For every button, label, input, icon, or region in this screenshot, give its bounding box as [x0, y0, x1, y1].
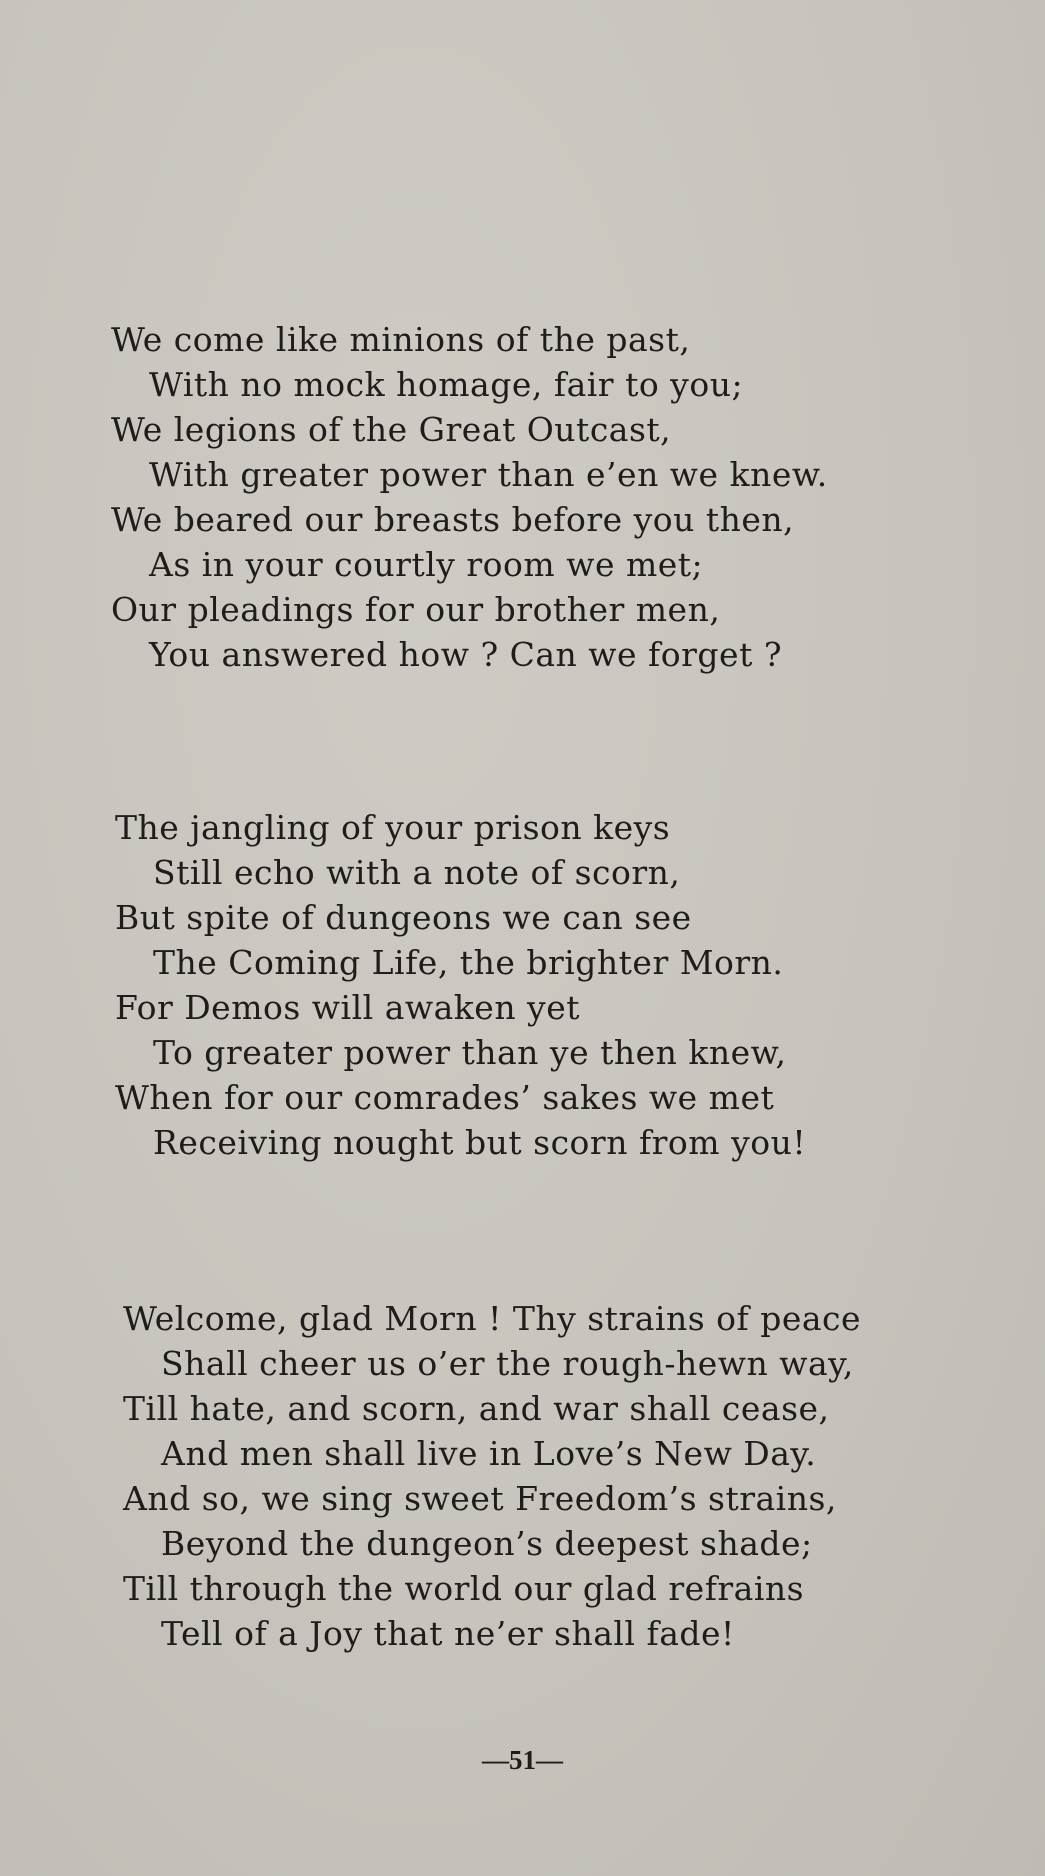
poem-stanza-2 [115, 805, 806, 1165]
poem-line: When for our comrades’ sakes we met [115, 1078, 775, 1117]
poem-line: Tell of a Joy that ne’er shall fade! [161, 1614, 735, 1653]
poem-line: For Demos will awaken yet [115, 988, 580, 1027]
poem-line: The Coming Life, the brighter Morn. [153, 943, 784, 982]
poem-line: You answered how ? Can we forget ? [149, 635, 783, 674]
page-number: —51— [482, 1745, 563, 1775]
poem-line: Beyond the dungeon’s deepest shade; [161, 1524, 813, 1563]
poem-line: Till through the world our glad refrains [123, 1569, 805, 1608]
poem-line: With greater power than e’en we knew. [149, 455, 828, 494]
poem-line: Welcome, glad Morn ! Thy strains of peace [123, 1299, 862, 1338]
poem-line: We legions of the Great Outcast, [111, 410, 672, 449]
poem-line: And men shall live in Love’s New Day. [161, 1434, 817, 1473]
poem-stanza-3 [123, 1296, 861, 1656]
poem-stanza-1 [111, 317, 828, 677]
poem-line: As in your courtly room we met; [149, 545, 704, 584]
poem-line: Receiving nought but scorn from you! [153, 1123, 807, 1162]
poem-line: Still echo with a note of scorn, [153, 853, 681, 892]
poem-line: We beared our breasts before you then, [111, 500, 795, 539]
poem-line: But spite of dungeons we can see [115, 898, 692, 937]
poem-line: We come like minions of the past, [111, 320, 691, 359]
poem-line: Till hate, and scorn, and war shall cease, [123, 1389, 830, 1428]
poem-line: Our pleadings for our brother men, [111, 590, 721, 629]
poem-line: To greater power than ye then knew, [153, 1033, 787, 1072]
poem-line: The jangling of your prison keys [115, 808, 671, 847]
poem-line: Shall cheer us o’er the rough-hewn way, [161, 1344, 854, 1383]
poem-line: And so, we sing sweet Freedom’s strains, [123, 1479, 837, 1518]
poem-line: With no mock homage, fair to you; [149, 365, 744, 404]
